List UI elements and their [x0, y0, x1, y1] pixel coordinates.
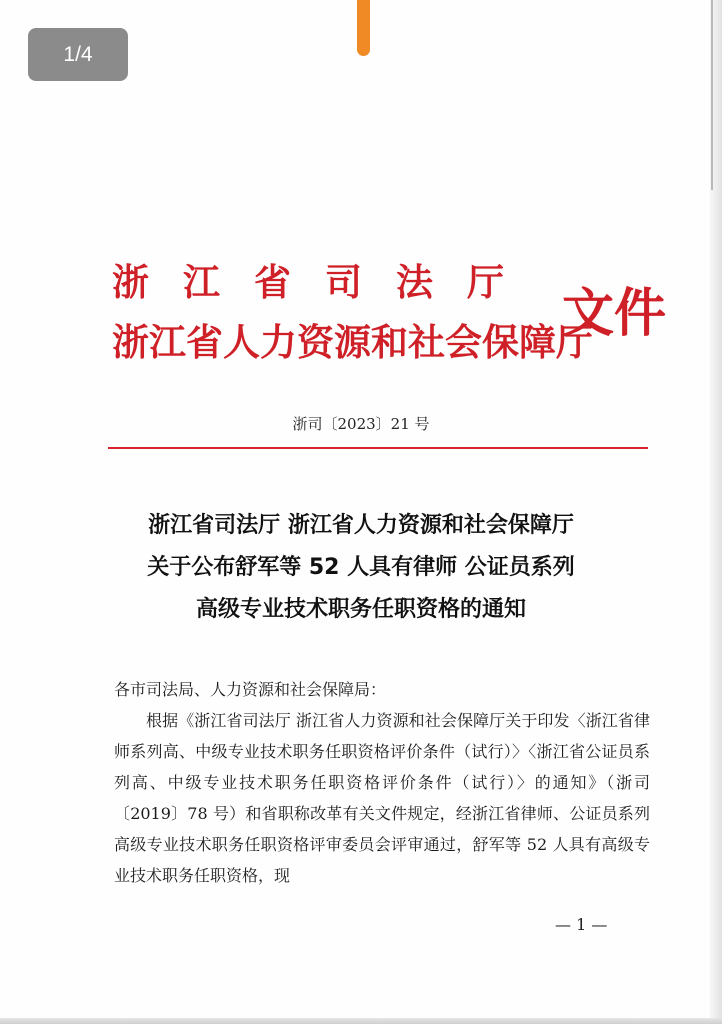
document-number: 浙司〔2023〕21 号: [292, 415, 430, 433]
title-line-2: 关于公布舒军等 52 人具有律师 公证员系列: [147, 555, 575, 580]
document-title: [80, 505, 642, 631]
page-edge-bottom: [0, 1018, 722, 1024]
letterhead-issuer-1: 浙江省司法厅: [112, 260, 538, 304]
page-indicator: 1/4: [28, 28, 128, 81]
document-body: [114, 674, 650, 891]
body-paragraph-1: 根据《浙江省司法厅 浙江省人力资源和社会保障厅关于印发〈浙江省律师系列高、中级专业技术职务任职资格评价条件（试行）〉〈浙江省公证员系列高、中级专业技术职务任职资格评价条件（试行）〉的通知》（浙司〔2019〕78 号）和省职称改革有关文件规定，经浙江省律师、公证员系列高级专业技术职务任职资格评审委员会评审通过，舒军等 52 人具有高级专业技术职务任职资格，现: [114, 711, 650, 885]
letterhead-doc-type: 文件: [562, 283, 667, 344]
title-line-3: 高级专业技术职务任职资格的通知: [195, 597, 526, 622]
salutation: 各市司法局、人力资源和社会保障局：: [114, 680, 387, 699]
page-edge-mark: [711, 0, 713, 190]
title-line-1: 浙江省司法厅 浙江省人力资源和社会保障厅: [148, 513, 574, 538]
page-number-footer: — 1 —: [555, 915, 608, 934]
letterhead-issuers: [112, 252, 593, 372]
bookmark-marker[interactable]: [357, 0, 370, 56]
letterhead-issuer-2: 浙江省人力资源和社会保障厅: [112, 320, 593, 364]
red-divider: [108, 447, 648, 449]
